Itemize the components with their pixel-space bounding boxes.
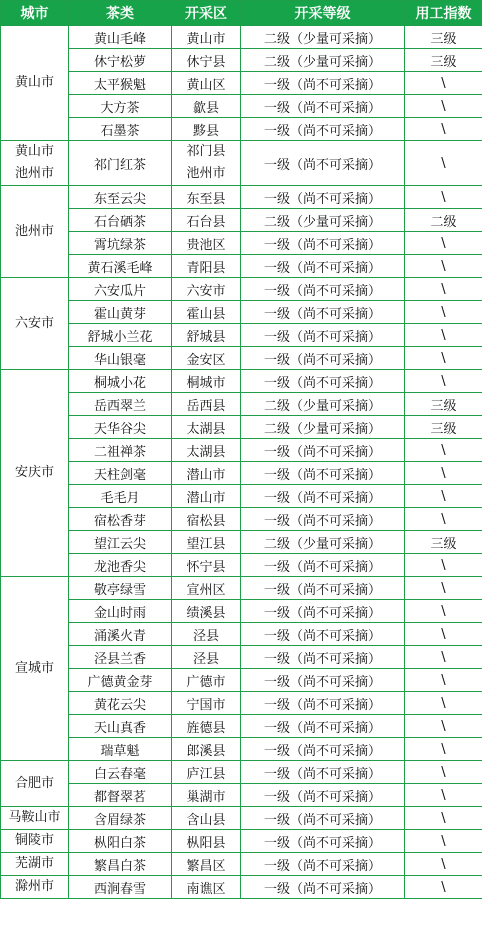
tea-name: 西涧春雪 (69, 876, 172, 899)
grade-cell: 一级（尚不可采摘） (241, 186, 405, 209)
area-name: 旌德县 (186, 720, 226, 736)
table-row (1, 830, 482, 853)
area-cell (172, 370, 241, 393)
grade-cell: 一级（尚不可采摘） (241, 324, 405, 347)
labor-index-cell: 三级 (405, 49, 482, 72)
tea-name: 广德黄金芽 (69, 669, 172, 692)
grade-cell: 一级（尚不可采摘） (241, 738, 405, 761)
table-body (1, 26, 482, 899)
grade-cell: 一级（尚不可采摘） (241, 255, 405, 278)
area-name: 怀宁县 (186, 559, 226, 575)
area-cell (172, 95, 241, 118)
area-name: 池州市 (186, 166, 226, 181)
area-cell (172, 439, 241, 462)
tea-name: 石台硒茶 (69, 209, 172, 232)
labor-index-cell: \ (405, 600, 482, 623)
area-cell (172, 738, 241, 761)
labor-index-cell: \ (405, 301, 482, 324)
table-header (1, 1, 482, 26)
area-cell (172, 784, 241, 807)
labor-index-cell: \ (405, 72, 482, 95)
area-name: 太湖县 (186, 421, 226, 437)
header-grade: 开采等级 (241, 1, 405, 26)
city-name: 铜陵市 (14, 833, 54, 848)
table-row (1, 715, 482, 738)
labor-index-cell: \ (405, 95, 482, 118)
grade-cell: 一级（尚不可采摘） (241, 508, 405, 531)
labor-index-cell: \ (405, 669, 482, 692)
area-cell (172, 324, 241, 347)
area-cell (172, 26, 241, 49)
tea-name: 天柱剑毫 (69, 462, 172, 485)
area-name: 含山县 (186, 812, 226, 828)
area-name: 宿松县 (186, 513, 226, 529)
tea-name: 白云春毫 (69, 761, 172, 784)
table-row (1, 26, 482, 49)
labor-index-cell: \ (405, 738, 482, 761)
labor-index-cell: \ (405, 692, 482, 715)
grade-cell: 一级（尚不可采摘） (241, 715, 405, 738)
table-row (1, 324, 482, 347)
table-row (1, 623, 482, 646)
grade-cell: 一级（尚不可采摘） (241, 646, 405, 669)
table-row (1, 255, 482, 278)
labor-index-cell: \ (405, 186, 482, 209)
table-row (1, 209, 482, 232)
table-row (1, 485, 482, 508)
area-name: 庐江县 (186, 766, 226, 782)
city-name: 黄山市 (14, 144, 54, 159)
area-cell (172, 301, 241, 324)
grade-cell: 一级（尚不可采摘） (241, 72, 405, 95)
tea-name: 东至云尖 (69, 186, 172, 209)
grade-cell: 一级（尚不可采摘） (241, 278, 405, 301)
labor-index-cell: \ (405, 462, 482, 485)
tea-name: 宿松香芽 (69, 508, 172, 531)
area-cell (172, 554, 241, 577)
grade-cell: 一级（尚不可采摘） (241, 485, 405, 508)
labor-index-cell: \ (405, 485, 482, 508)
city-cell (1, 807, 69, 830)
labor-index-cell: \ (405, 807, 482, 830)
labor-index-cell: 三级 (405, 531, 482, 554)
area-name: 巢湖市 (186, 789, 226, 805)
table-row (1, 347, 482, 370)
grade-cell: 一级（尚不可采摘） (241, 623, 405, 646)
grade-cell: 二级（少量可采摘） (241, 531, 405, 554)
tea-name: 泾县兰香 (69, 646, 172, 669)
table-row (1, 508, 482, 531)
area-cell (172, 623, 241, 646)
grade-cell: 一级（尚不可采摘） (241, 462, 405, 485)
tea-name: 石墨茶 (69, 118, 172, 141)
area-name: 太湖县 (186, 444, 226, 460)
tea-name: 岳西翠兰 (69, 393, 172, 416)
tea-name: 舒城小兰花 (69, 324, 172, 347)
table-row (1, 669, 482, 692)
tea-name: 枞阳白茶 (69, 830, 172, 853)
city-name: 黄山市 (14, 75, 54, 90)
area-name: 南谯区 (186, 881, 226, 897)
area-name: 黄山市 (186, 31, 226, 47)
city-cell (1, 370, 69, 577)
labor-index-cell: \ (405, 439, 482, 462)
area-name: 繁昌区 (186, 858, 226, 874)
area-name: 休宁县 (186, 54, 226, 70)
tea-name: 祁门红茶 (69, 141, 172, 186)
labor-index-cell: \ (405, 554, 482, 577)
area-cell (172, 761, 241, 784)
grade-cell: 一级（尚不可采摘） (241, 876, 405, 899)
table-row (1, 49, 482, 72)
area-cell (172, 692, 241, 715)
tea-name: 华山银毫 (69, 347, 172, 370)
area-cell (172, 255, 241, 278)
area-name: 宁国市 (186, 697, 226, 713)
area-name: 枞阳县 (186, 835, 226, 851)
table-row (1, 278, 482, 301)
tea-name: 都督翠茗 (69, 784, 172, 807)
area-name: 桐城市 (186, 375, 226, 391)
table-row (1, 692, 482, 715)
labor-index-cell: \ (405, 232, 482, 255)
area-cell (172, 141, 241, 186)
area-cell (172, 72, 241, 95)
grade-cell: 一级（尚不可采摘） (241, 853, 405, 876)
table-row (1, 72, 482, 95)
tea-name: 龙池香尖 (69, 554, 172, 577)
city-name: 马鞍山市 (8, 810, 61, 825)
grade-cell: 一级（尚不可采摘） (241, 301, 405, 324)
grade-cell: 二级（少量可采摘） (241, 209, 405, 232)
labor-index-cell: 三级 (405, 393, 482, 416)
area-cell (172, 278, 241, 301)
area-name: 黟县 (192, 123, 219, 139)
table-row (1, 416, 482, 439)
area-cell (172, 646, 241, 669)
grade-cell: 一级（尚不可采摘） (241, 830, 405, 853)
labor-index-cell: \ (405, 876, 482, 899)
tea-name: 天华谷尖 (69, 416, 172, 439)
city-name: 芜湖市 (14, 856, 54, 871)
area-name: 霍山县 (186, 306, 226, 322)
area-name: 舒城县 (186, 329, 226, 345)
grade-cell: 一级（尚不可采摘） (241, 761, 405, 784)
area-cell (172, 485, 241, 508)
tea-name: 太平猴魁 (69, 72, 172, 95)
table-row (1, 761, 482, 784)
area-name: 东至县 (186, 191, 226, 207)
labor-index-cell: \ (405, 370, 482, 393)
city-name: 安庆市 (14, 465, 54, 480)
area-cell (172, 715, 241, 738)
header-tea: 茶类 (69, 1, 172, 26)
city-name: 宣城市 (14, 660, 54, 676)
area-cell (172, 669, 241, 692)
labor-index-cell: \ (405, 830, 482, 853)
tea-name: 黄石溪毛峰 (69, 255, 172, 278)
tea-name: 含眉绿茶 (69, 807, 172, 830)
table-row (1, 807, 482, 830)
table-row (1, 118, 482, 141)
table-row (1, 393, 482, 416)
area-cell (172, 49, 241, 72)
city-cell (1, 830, 69, 853)
grade-cell: 一级（尚不可采摘） (241, 554, 405, 577)
grade-cell: 一级（尚不可采摘） (241, 95, 405, 118)
labor-index-cell: \ (405, 508, 482, 531)
tea-name: 天山真香 (69, 715, 172, 738)
city-cell (1, 761, 69, 807)
labor-index-cell: \ (405, 623, 482, 646)
grade-cell: 一级（尚不可采摘） (241, 600, 405, 623)
labor-index-cell: \ (405, 646, 482, 669)
table-row (1, 370, 482, 393)
tea-name: 敬亭绿雪 (69, 577, 172, 600)
labor-index-cell: \ (405, 255, 482, 278)
city-cell (1, 141, 69, 186)
grade-cell: 一级（尚不可采摘） (241, 692, 405, 715)
city-name: 池州市 (14, 223, 54, 239)
area-cell (172, 347, 241, 370)
grade-cell: 一级（尚不可采摘） (241, 141, 405, 186)
area-name: 郎溪县 (186, 743, 226, 759)
labor-index-cell: \ (405, 118, 482, 141)
tea-name: 望江云尖 (69, 531, 172, 554)
area-name: 青阳县 (186, 260, 226, 276)
city-cell (1, 186, 69, 278)
city-name: 滁州市 (14, 879, 54, 894)
area-name: 黄山区 (186, 77, 226, 93)
city-name: 六安市 (14, 315, 54, 331)
table-row (1, 738, 482, 761)
area-name: 泾县 (192, 651, 219, 667)
table-row (1, 853, 482, 876)
labor-index-cell: \ (405, 141, 482, 186)
labor-index-cell: \ (405, 347, 482, 370)
tea-name: 六安瓜片 (69, 278, 172, 301)
tea-name: 黄山毛峰 (69, 26, 172, 49)
city-name: 池州市 (14, 166, 54, 181)
grade-cell: 一级（尚不可采摘） (241, 370, 405, 393)
area-cell (172, 853, 241, 876)
labor-index-cell: \ (405, 577, 482, 600)
table-row (1, 531, 482, 554)
area-name: 广德市 (186, 674, 226, 690)
area-name: 潜山市 (186, 467, 226, 483)
area-name: 祁门县 (186, 144, 226, 159)
table-row (1, 95, 482, 118)
header-city: 城市 (1, 1, 69, 26)
grade-cell: 二级（少量可采摘） (241, 49, 405, 72)
city-cell (1, 26, 69, 141)
grade-cell: 一级（尚不可采摘） (241, 807, 405, 830)
area-cell (172, 807, 241, 830)
tea-name: 桐城小花 (69, 370, 172, 393)
labor-index-cell: 二级 (405, 209, 482, 232)
tea-name: 二祖禅茶 (69, 439, 172, 462)
city-name: 合肥市 (14, 775, 54, 791)
labor-index-cell: \ (405, 278, 482, 301)
labor-index-cell: \ (405, 761, 482, 784)
area-name: 宣州区 (186, 582, 226, 598)
area-name: 潜山市 (186, 490, 226, 506)
area-cell (172, 118, 241, 141)
area-cell (172, 830, 241, 853)
city-cell (1, 876, 69, 899)
table-row (1, 186, 482, 209)
area-cell (172, 508, 241, 531)
header-labor: 用工指数 (405, 1, 482, 26)
table-row (1, 600, 482, 623)
table-row (1, 141, 482, 186)
grade-cell: 二级（少量可采摘） (241, 393, 405, 416)
grade-cell: 一级（尚不可采摘） (241, 232, 405, 255)
grade-cell: 一级（尚不可采摘） (241, 577, 405, 600)
area-name: 贵池区 (186, 237, 226, 253)
table-row (1, 784, 482, 807)
tea-name: 毛毛月 (69, 485, 172, 508)
labor-index-cell: \ (405, 853, 482, 876)
grade-cell: 一级（尚不可采摘） (241, 669, 405, 692)
table-row (1, 646, 482, 669)
city-cell (1, 577, 69, 761)
area-cell (172, 462, 241, 485)
area-cell (172, 416, 241, 439)
area-cell (172, 577, 241, 600)
area-cell (172, 209, 241, 232)
tea-name: 霄坑绿茶 (69, 232, 172, 255)
table-row (1, 232, 482, 255)
table-row (1, 876, 482, 899)
tea-name: 涌溪火青 (69, 623, 172, 646)
tea-name: 霍山黄芽 (69, 301, 172, 324)
city-cell (1, 853, 69, 876)
grade-cell: 一级（尚不可采摘） (241, 784, 405, 807)
area-name: 泾县 (192, 628, 219, 644)
tea-name: 繁昌白茶 (69, 853, 172, 876)
tea-name: 瑞草魁 (69, 738, 172, 761)
labor-index-cell: \ (405, 324, 482, 347)
table-row (1, 301, 482, 324)
labor-index-cell: 三级 (405, 416, 482, 439)
grade-cell: 一级（尚不可采摘） (241, 347, 405, 370)
grade-cell: 一级（尚不可采摘） (241, 439, 405, 462)
labor-index-cell: \ (405, 715, 482, 738)
area-name: 石台县 (186, 214, 226, 230)
header-row (1, 1, 482, 26)
area-cell (172, 393, 241, 416)
area-name: 六安市 (186, 283, 226, 299)
area-name: 岳西县 (186, 398, 226, 414)
table-row (1, 577, 482, 600)
table-row (1, 462, 482, 485)
table-row (1, 439, 482, 462)
header-area: 开采区 (172, 1, 241, 26)
area-cell (172, 186, 241, 209)
city-cell (1, 278, 69, 370)
area-name: 金安区 (186, 352, 226, 368)
labor-index-cell: \ (405, 784, 482, 807)
area-name: 绩溪县 (186, 605, 226, 621)
grade-cell: 二级（少量可采摘） (241, 26, 405, 49)
tea-name: 金山时雨 (69, 600, 172, 623)
table-row (1, 554, 482, 577)
tea-name: 大方茶 (69, 95, 172, 118)
area-cell (172, 531, 241, 554)
area-cell (172, 600, 241, 623)
labor-index-cell: 三级 (405, 26, 482, 49)
grade-cell: 二级（少量可采摘） (241, 416, 405, 439)
area-name: 歙县 (192, 100, 219, 116)
area-cell (172, 876, 241, 899)
tea-name: 休宁松萝 (69, 49, 172, 72)
grade-cell: 一级（尚不可采摘） (241, 118, 405, 141)
tea-name: 黄花云尖 (69, 692, 172, 715)
area-cell (172, 232, 241, 255)
area-name: 望江县 (186, 536, 226, 552)
